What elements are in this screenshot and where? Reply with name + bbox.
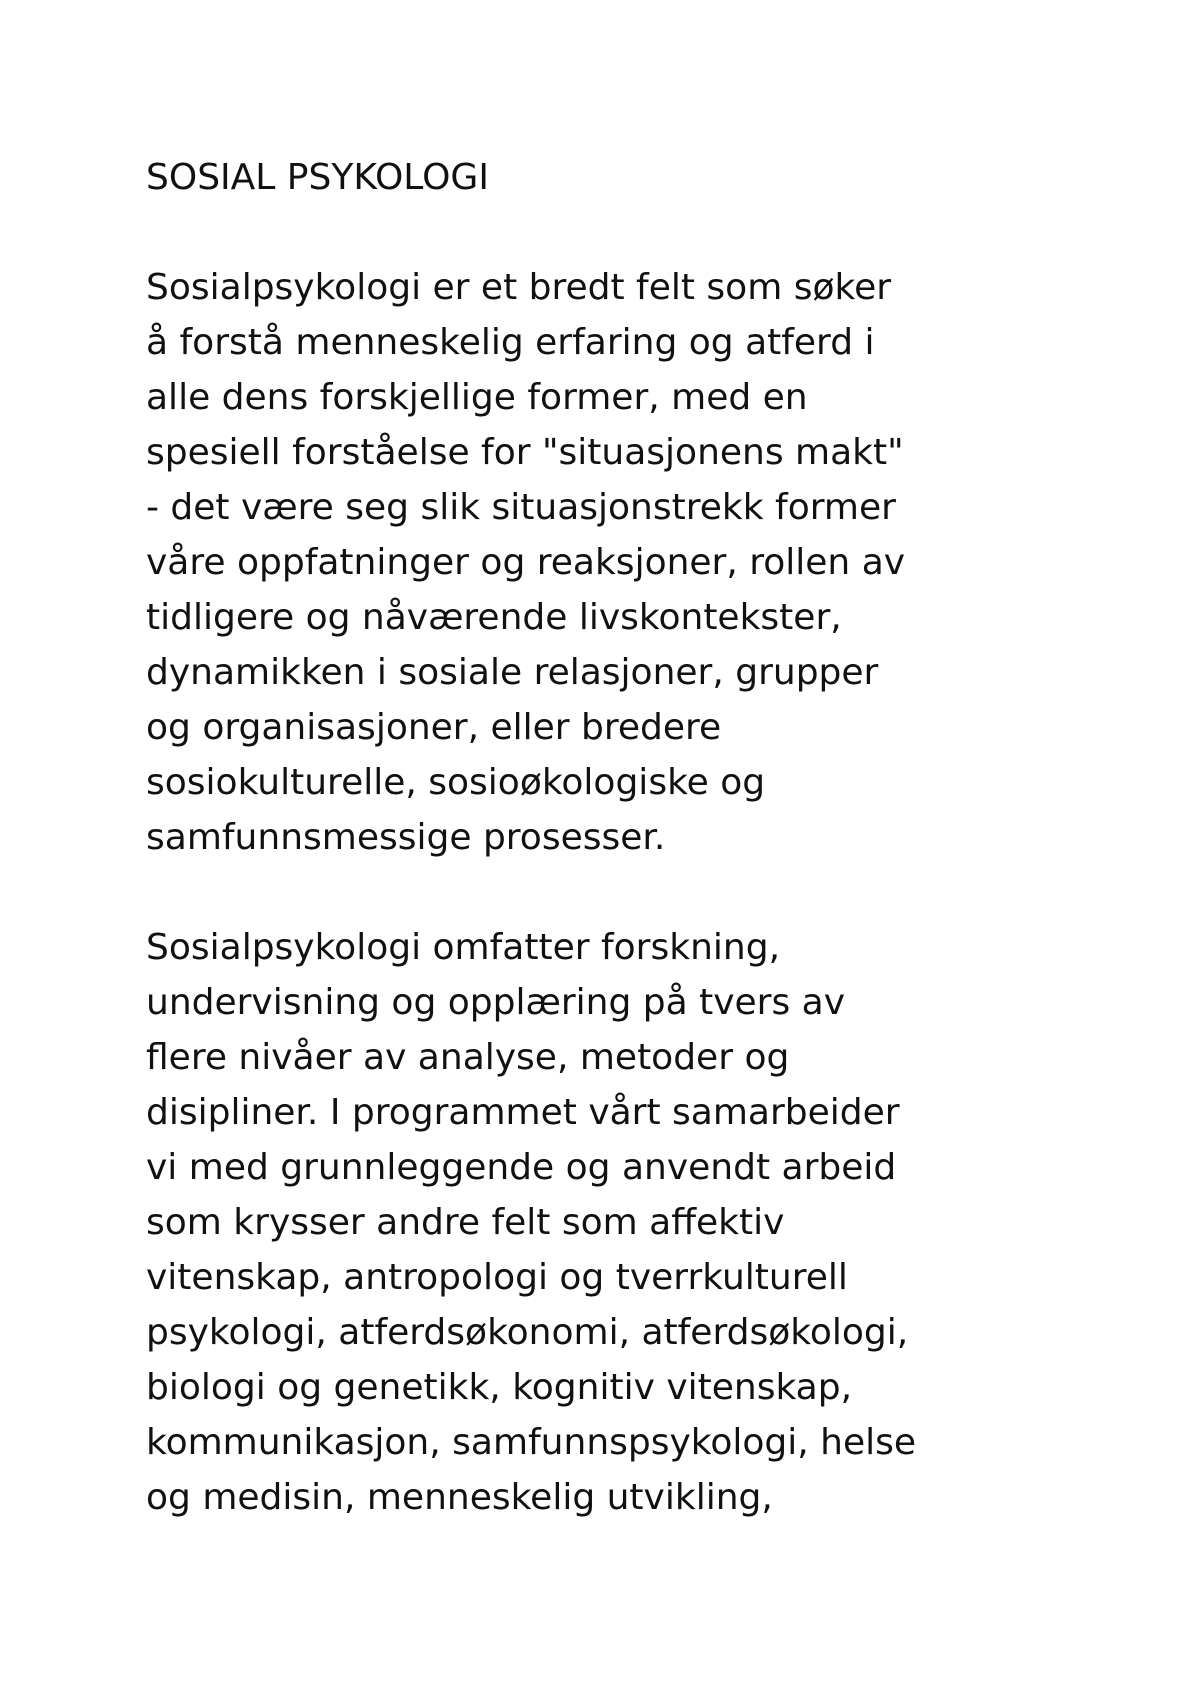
paragraph-line: kommunikasjon, samfunnspsykologi, helse xyxy=(146,1422,917,1463)
paragraph-spacer xyxy=(146,865,1096,920)
document-title: SOSIAL PSYKOLOGI xyxy=(146,157,489,198)
paragraph-line: flere nivåer av analyse, metoder og xyxy=(146,1037,790,1078)
paragraph-2 xyxy=(146,920,1096,1525)
paragraph-line: spesiell forståelse for "situasjonens makt" xyxy=(146,432,904,473)
paragraph-line: dynamikken i sosiale relasjoner, grupper xyxy=(146,652,879,693)
paragraph-spacer xyxy=(146,205,1096,260)
paragraph-line: våre oppfatninger og reaksjoner, rollen av xyxy=(146,542,906,583)
paragraph-line: psykologi, atferdsøkonomi, atferdsøkologi, xyxy=(146,1312,909,1353)
paragraph-1 xyxy=(146,260,1096,865)
paragraph-line: som krysser andre felt som affektiv xyxy=(146,1202,785,1243)
paragraph-line: biologi og genetikk, kognitiv vitenskap, xyxy=(146,1367,853,1408)
paragraph-line: samfunnsmessige prosesser. xyxy=(146,817,666,858)
paragraph-line: disipliner. I programmet vårt samarbeider xyxy=(146,1092,900,1133)
paragraph-line: å forstå menneskelig erfaring og atferd i xyxy=(146,322,875,363)
paragraph-line: Sosialpsykologi omfatter forskning, xyxy=(146,927,781,968)
paragraph-line: tidligere og nåværende livskontekster, xyxy=(146,597,842,638)
paragraph-line: vi med grunnleggende og anvendt arbeid xyxy=(146,1147,897,1188)
paragraph-line: vitenskap, antropologi og tverrkulturell xyxy=(146,1257,848,1298)
paragraph-line: - det være seg slik situasjonstrekk former xyxy=(146,487,896,528)
paragraph-line: sosiokulturelle, sosioøkologiske og xyxy=(146,762,766,803)
paragraph-line: alle dens forskjellige former, med en xyxy=(146,377,808,418)
paragraph-line: og organisasjoner, eller bredere xyxy=(146,707,722,748)
paragraph-line: undervisning og opplæring på tvers av xyxy=(146,982,846,1023)
paragraph-line: Sosialpsykologi er et bredt felt som søker xyxy=(146,267,892,308)
paragraph-line: og medisin, menneskelig utvikling, xyxy=(146,1477,773,1518)
document-body xyxy=(146,150,1096,1525)
